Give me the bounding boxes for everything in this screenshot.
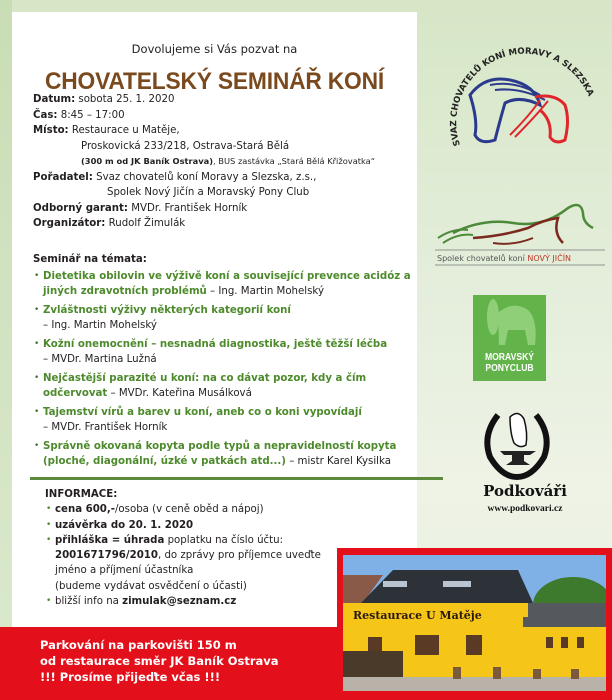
bullet-icon: • [46,534,52,545]
date-label: Datum: [33,94,76,105]
info-section [45,487,335,609]
info-deadline [45,518,335,533]
event-details [33,92,413,232]
organizer-line-1: Svaz chovatelů koní Moravy a Slezska, z.s., [92,171,317,183]
topic-speaker: – MVDr. František Horník [43,422,168,433]
coordinator-row [33,216,413,232]
contact-text: bližší info na [55,596,123,608]
bullet-icon: • [46,596,52,607]
parking-line-3: !!! Prosíme přijeďte včas !!! [40,670,221,684]
coordinator-label: Organizátor: [33,218,106,229]
topic-speaker: – MVDr. Martina Lužná [43,354,157,365]
place-row [33,123,413,139]
time-label: Čas: [33,109,58,121]
topic-title: Dietetika obilovin ve výživě koní a související prevence acidóz a jiných zdravotních problémů [43,270,411,297]
certificate-note: (budeme vydávat osvědčení o účasti) [55,580,247,592]
svaz-chovatelu-logo [440,25,610,180]
organizer-row [33,170,413,186]
coordinator-value: Rudolf Žimulák [105,218,186,229]
parking-line-1: Parkování na parkovišti 150 m [40,638,237,652]
price-value: cena 600,- [55,504,115,516]
guarantor-row [33,201,413,217]
bullet-icon: • [34,406,40,417]
guarantor-value: MVDr. František Horník [127,202,248,214]
place-line-1: Restaurace u Matěje, [68,125,180,136]
background-strip [0,0,12,627]
fence [343,651,403,681]
topic-title: Zvláštnosti výživy některých kategorií koní [43,304,291,316]
topic-title: Kožní onemocnění – nesnadná diagnostika, ještě těžší léčba [43,338,388,350]
topic-title: Nejčastější parazité u koní: na co dávat pozor, kdy a čím odčervovat [43,372,367,399]
bullet-icon: • [34,270,40,281]
info-contact [45,594,335,609]
topic-title: Správně okovaná kopyta podle typů a nepravidelností kopyta (ploché, diagonální, úzké v patkách atd...) [43,440,397,467]
horse-head-icon [510,413,527,446]
topic-item [33,405,423,436]
section-divider [30,477,443,480]
pony-silhouette-icon [473,295,546,355]
ponyclub-text: MORAVSKÝ PONYCLUB [484,351,535,374]
bullet-icon: • [34,304,40,315]
account-number: 2001671796/2010 [55,550,158,562]
topic-item [33,439,423,470]
price-note: /osoba (v ceně oběd a nápoj) [115,504,264,516]
place-line-2: Proskovická 233/218, Ostrava-Stará Bělá [81,140,290,152]
time-value: 8:45 – 17:00 [57,109,125,121]
topic-item [33,303,423,334]
topic-item [33,371,423,402]
registration-label: přihláška = úhrada [55,534,165,546]
bullet-icon: • [34,440,40,451]
topics-heading: Seminář na témata: [33,254,147,265]
date-row [33,92,413,108]
bullet-icon: • [34,338,40,349]
topic-speaker: – Ing. Martin Mohelský [206,286,324,297]
place-distance: (300 m od JK Baník Ostrava) [81,156,213,166]
info-heading: INFORMACE: [45,489,118,500]
topics-section [33,252,423,473]
info-registration [45,533,335,594]
anvil-icon [500,451,536,465]
restaurant-photo [343,555,606,691]
parking-notice [40,637,340,685]
parking-line-2: od restaurace směr JK Baník Ostrava [40,654,279,668]
podkovari-name: Podkováři [483,482,567,500]
bullet-icon: • [46,504,52,515]
restaurant-sign: Restaurace U Matěje [353,609,482,622]
topic-item [33,269,423,300]
bullet-icon: • [34,372,40,383]
info-price [45,502,335,517]
svaz-arc-text: SVAZ CHOVATELŮ KONÍ MORAVY A SLEZSKA [449,46,596,148]
time-row [33,108,413,124]
place-label: Místo: [33,125,69,136]
podkovari-url[interactable]: www.podkovari.cz [487,504,563,514]
registration-note: , do zprávy pro příjemce uveďte jméno a příjmení účastníka [55,550,321,577]
topic-speaker: – MVDr. Kateřina Musálková [107,388,252,399]
guarantor-label: Odborný garant: [33,202,128,214]
moravsky-ponyclub-logo [473,295,546,381]
organizer-label: Pořadatel: [33,171,93,183]
spolek-label: Spolek chovatelů koní NOVÝ JIČÍN [437,254,572,263]
topic-title: Tajemství vírů a barev u koní, aneb co o koni vypovídají [43,406,362,418]
registration-text: poplatku na číslo účtu: [164,534,284,546]
podkovari-horseshoe-logo [480,405,555,480]
topic-item [33,337,423,368]
bus-stop: , BUS zastávka „Stará Bělá Křižovatka“ [213,156,376,166]
restaurant-building-image [343,555,606,691]
deadline-value: uzávěrka do 20. 1. 2020 [55,519,194,531]
contact-email[interactable]: zimulak@seznam.cz [122,596,237,608]
topic-speaker: – Ing. Martin Mohelský [43,320,157,331]
organizer-line-2: Spolek Nový Jičín a Moravský Pony Club [107,187,310,198]
bullet-icon: • [46,519,52,530]
intro-text: Dovolujeme si Vás pozvat na [131,42,298,56]
seminar-title: CHOVATELSKÝ SEMINÁŘ KONÍ [44,68,385,95]
place-line-3 [33,154,413,170]
blue-horse-icon [470,79,540,142]
spolek-novy-jicin-logo [433,188,608,273]
topic-speaker: – mistr Karel Kysilka [285,456,391,467]
date-value: sobota 25. 1. 2020 [75,94,175,105]
